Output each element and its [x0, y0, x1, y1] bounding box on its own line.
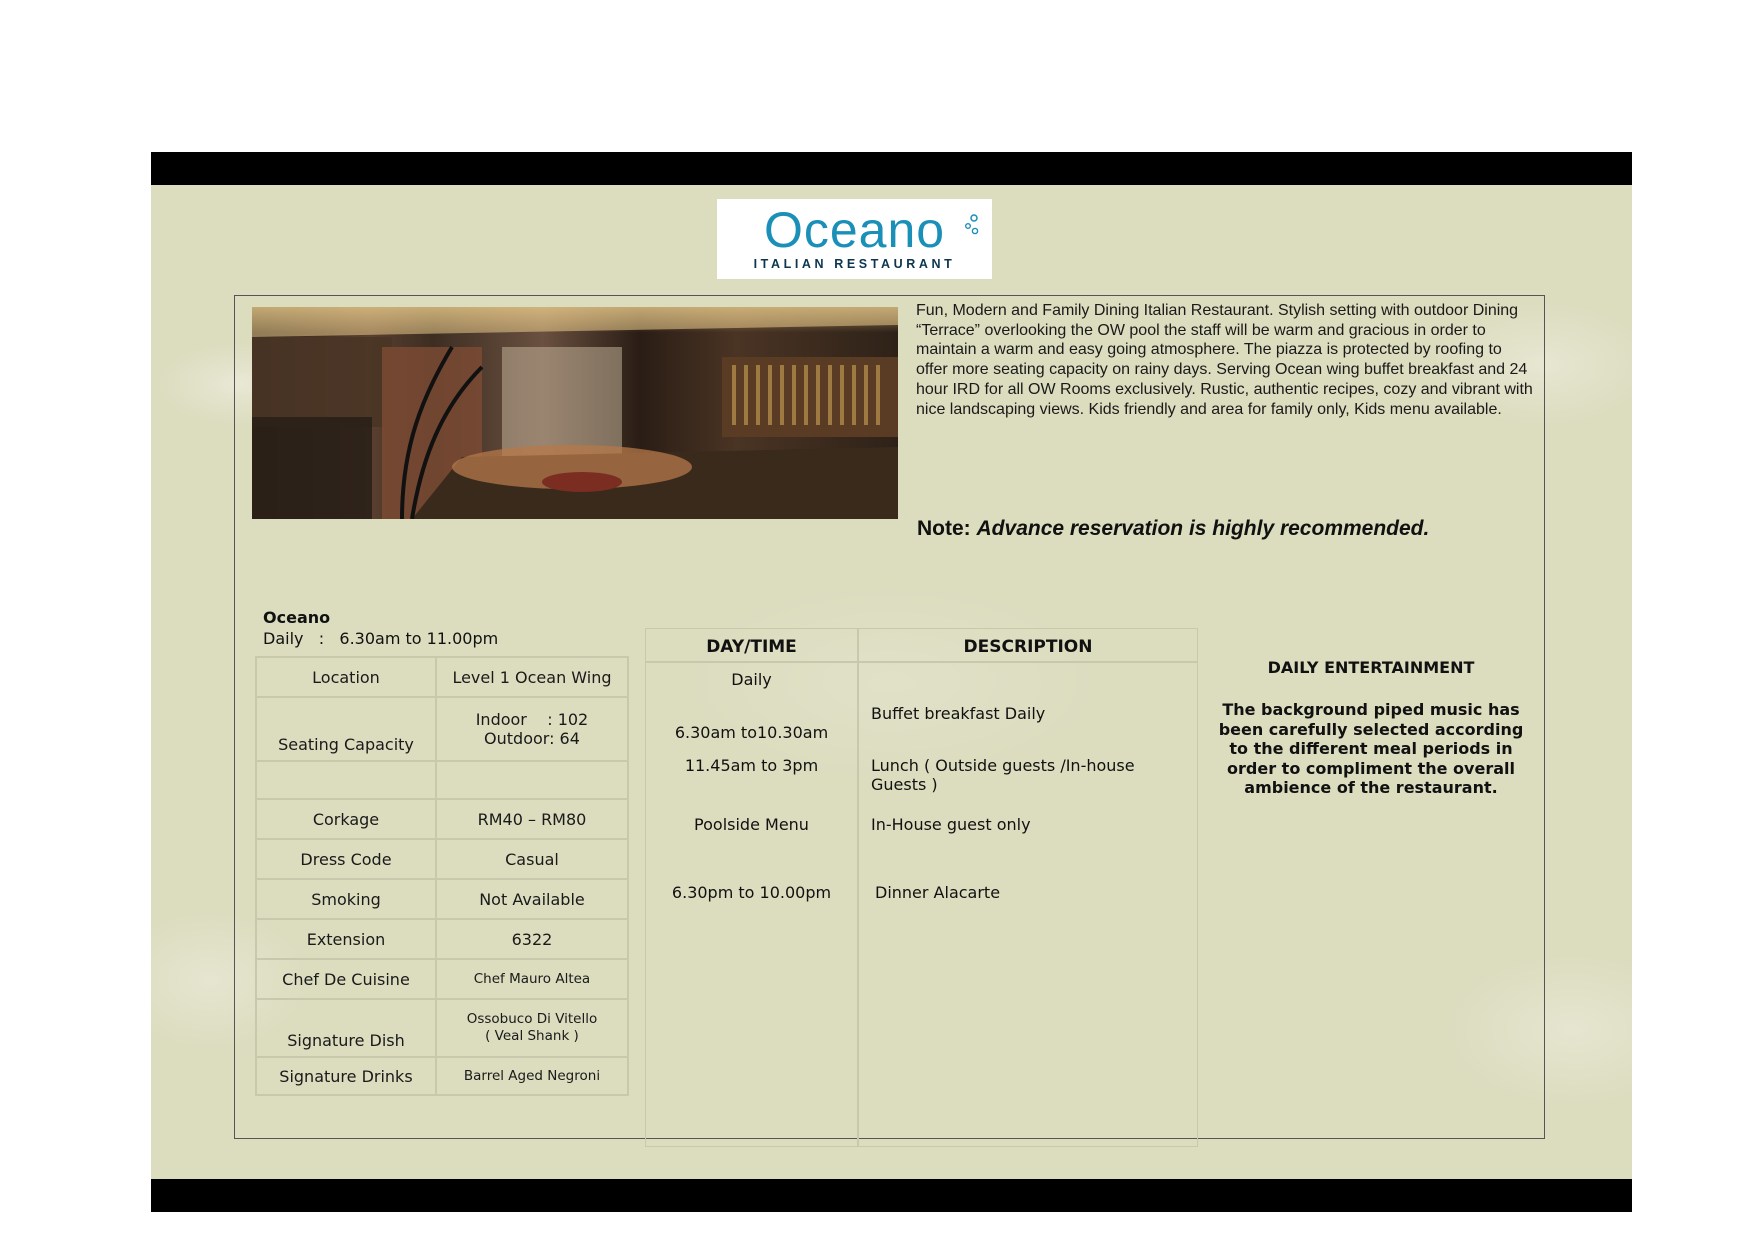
info-value: [436, 761, 628, 799]
schedule-time: Poolside Menu: [694, 815, 809, 834]
table-row: [256, 959, 628, 999]
column-divider: [857, 629, 859, 1146]
schedule-time: 6.30pm to 10.00pm: [671, 883, 832, 902]
info-key: [256, 697, 436, 761]
info-value: Level 1 Ocean Wing: [436, 657, 628, 697]
venue-name: Oceano: [263, 608, 331, 627]
schedule-time: 6.30am to10.30am: [674, 723, 829, 742]
info-value: Not Available: [436, 879, 628, 919]
oceano-logo: [717, 199, 992, 279]
info-key: Dress Code: [256, 839, 436, 879]
restaurant-description: Fun, Modern and Family Dining Italian Restaurant. Stylish setting with outdoor Dining “Terrace” overlooking the OW pool the staff will be warm and gracious in order to maintain a warm and easy going atmosphere. The piazza is protected by roofing to offer more seating capacity on rainy days. Serving Ocean wing buffet breakfast and 24 hour IRD for all OW Rooms exclusively. Rustic, authentic recipes, cozy and vibrant with nice landscaping views. Kids friendly and area for family only, Kids menu available.: [916, 302, 1533, 418]
table-row: [256, 799, 628, 839]
info-key: Chef De Cuisine: [256, 959, 436, 999]
info-key: Signature Drinks: [256, 1057, 436, 1095]
info-key: Smoking: [256, 879, 436, 919]
table-row: [256, 919, 628, 959]
table-row: [256, 839, 628, 879]
schedule-desc: In-House guest only: [871, 815, 1031, 834]
note-label: Note:: [917, 517, 971, 540]
table-row: [256, 697, 628, 761]
info-value-line: ( Veal Shank ): [485, 1028, 579, 1044]
logo-wordmark: Oceano: [763, 202, 946, 258]
info-value: [436, 999, 628, 1057]
info-key: [256, 761, 436, 799]
info-value: [436, 697, 628, 761]
table-row: [256, 999, 628, 1057]
note-text: Advance reservation is highly recommended.: [976, 517, 1430, 540]
top-black-band: [151, 152, 1632, 185]
venue-hours: Daily : 6.30am to 11.00pm: [263, 629, 499, 648]
schedule-time: Daily: [731, 670, 772, 689]
table-row: [256, 879, 628, 919]
entertainment-body: The background piped music has been carefully selected according to the different meal periods in order to compliment the overall ambience of the restaurant.: [1218, 700, 1524, 797]
info-key: Corkage: [256, 799, 436, 839]
table-row: [256, 761, 628, 799]
info-key: [256, 999, 436, 1057]
info-key-text: Signature Dish: [287, 1031, 405, 1050]
schedule-desc: Dinner Alacarte: [875, 883, 1001, 902]
info-value-line: Ossobuco Di Vitello: [466, 1011, 598, 1027]
info-key-text: Seating Capacity: [278, 735, 414, 754]
info-value-line: Outdoor: 64: [484, 729, 580, 748]
table-row: [256, 1057, 628, 1095]
logo-subtitle: ITALIAN RESTAURANT: [753, 257, 956, 271]
schedule-desc: Lunch ( Outside guests /In-house Guests ): [871, 756, 1135, 794]
info-value-line: Indoor : 102: [475, 710, 589, 729]
entertainment-title: DAILY ENTERTAINMENT: [1267, 658, 1475, 677]
info-value: RM40 – RM80: [436, 799, 628, 839]
schedule-table: [645, 628, 1198, 1147]
info-value: Chef Mauro Altea: [436, 959, 628, 999]
info-key: Extension: [256, 919, 436, 959]
restaurant-photo: [252, 307, 898, 519]
schedule-desc: Buffet breakfast Daily: [871, 704, 1046, 723]
header-description: DESCRIPTION: [963, 637, 1093, 657]
info-key: Location: [256, 657, 436, 697]
restaurant-interior-image: [252, 307, 898, 519]
bottom-black-band: [151, 1179, 1632, 1212]
venue-info-table: [255, 656, 629, 1096]
table-row: [256, 657, 628, 697]
bubbles-icon: [960, 213, 980, 239]
info-value: 6322: [436, 919, 628, 959]
schedule-time: 11.45am to 3pm: [684, 756, 819, 775]
info-value: Casual: [436, 839, 628, 879]
header-day-time: DAY/TIME: [706, 637, 797, 657]
header-divider: [646, 661, 1197, 663]
reservation-note: [917, 517, 1429, 541]
info-value: Barrel Aged Negroni: [436, 1057, 628, 1095]
